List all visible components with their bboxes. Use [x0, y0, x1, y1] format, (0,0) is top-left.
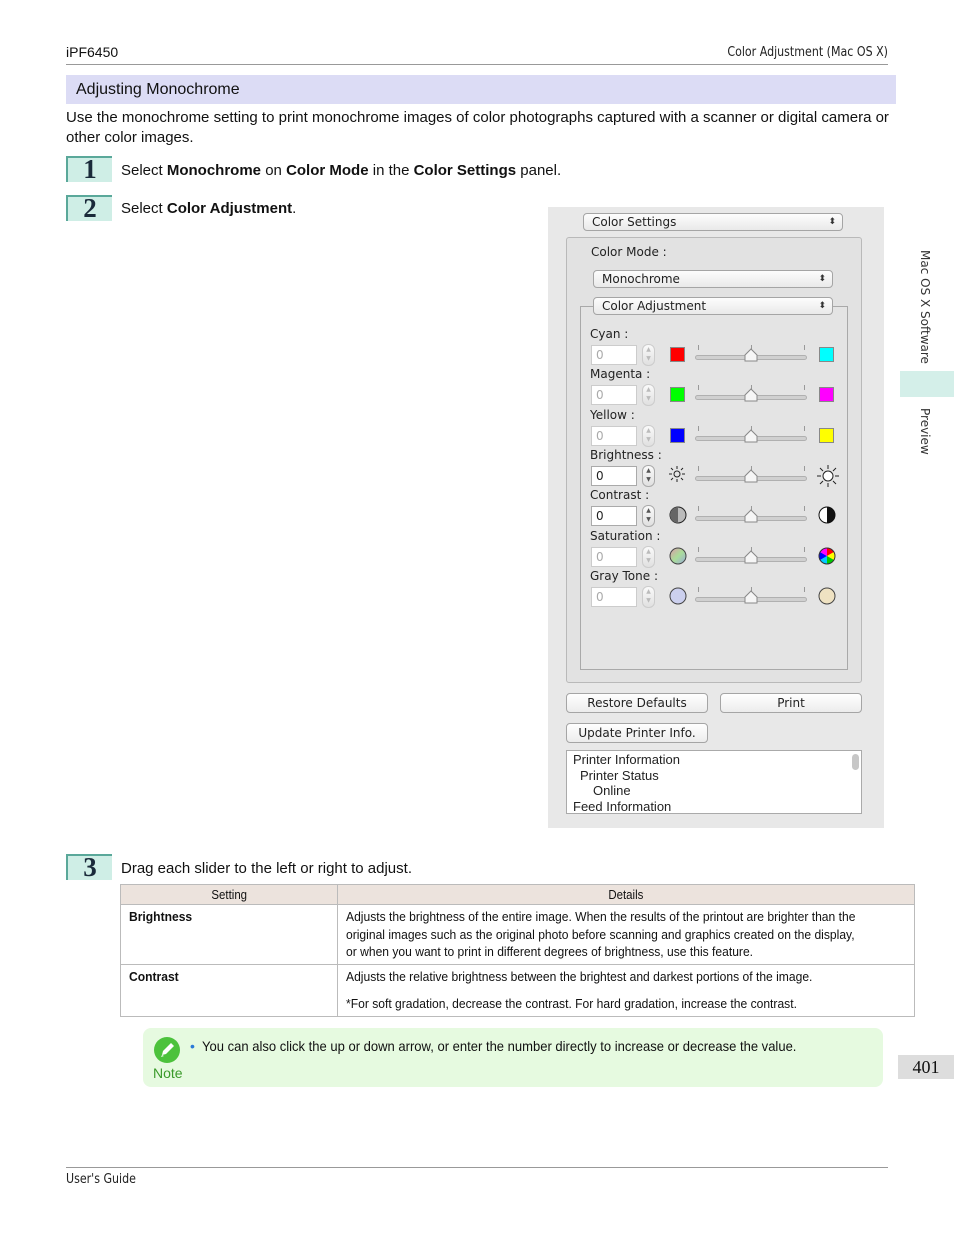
slider-label: Gray Tone : [590, 569, 658, 583]
slider-value-field[interactable]: 0 [591, 587, 637, 607]
slider-knob[interactable] [744, 348, 758, 362]
slider-knob[interactable] [744, 590, 758, 604]
slider-tick [698, 466, 699, 471]
slider-tick [698, 385, 699, 390]
value-stepper[interactable]: ▲ ▼ [642, 425, 655, 447]
section-name: Color Adjustment (Mac OS X) [727, 45, 888, 60]
slider-value-field[interactable]: 0 [591, 466, 637, 486]
slider-label: Yellow : [590, 408, 635, 422]
printer-info-list[interactable] [566, 750, 862, 814]
note-box [143, 1028, 883, 1087]
slider-knob[interactable] [744, 429, 758, 443]
sun-small-icon [668, 465, 686, 486]
value-stepper[interactable]: ▲ ▼ [642, 505, 655, 527]
slider-label: Brightness : [590, 448, 662, 462]
table-header-setting: Setting [121, 885, 338, 905]
contrast-high-icon [817, 505, 837, 528]
note-label: Note [153, 1065, 183, 1081]
footer-rule [66, 1167, 888, 1168]
slider-knob[interactable] [744, 388, 758, 402]
slider-value-field[interactable]: 0 [591, 345, 637, 365]
table-header-row [121, 885, 915, 905]
scrollbar-thumb[interactable] [852, 754, 859, 770]
sun-large-icon [817, 465, 839, 490]
slider-value-field[interactable]: 0 [591, 506, 637, 526]
table-row [121, 965, 915, 1017]
restore-defaults-button[interactable]: Restore Defaults [566, 693, 708, 713]
info-line: Printer Status [580, 767, 659, 783]
setting-cell: Brightness [121, 905, 338, 965]
slider-tick [804, 587, 805, 592]
slider-knob[interactable] [744, 469, 758, 483]
step-1-badge: 1 [66, 156, 112, 182]
slider-value-field[interactable]: 0 [591, 547, 637, 567]
step-3-text: Drag each slider to the left or right to adjust. [121, 860, 412, 877]
slider-tick [698, 587, 699, 592]
table-row [121, 905, 915, 965]
popup-arrows-icon: ⬍ [828, 217, 836, 227]
color-adjustment-popup[interactable]: Color Adjustment ⬍ [593, 297, 833, 315]
color-mode-label: Color Mode : [591, 245, 667, 259]
slider-label: Saturation : [590, 529, 661, 543]
side-tab-preview[interactable]: Preview [918, 408, 932, 455]
slider-label: Cyan : [590, 327, 629, 341]
intro-paragraph: Use the monochrome setting to print monochrome images of color photographs captured with a scanner or digital camera or other color images. [66, 109, 889, 146]
slider-tick [698, 345, 699, 350]
side-tab-mac-os-x-software[interactable]: Mac OS X Software [918, 250, 932, 364]
product-name: iPF6450 [66, 44, 119, 60]
step-1-text: Select Monochrome on Color Mode in the Color Settings panel. [121, 162, 562, 179]
popup-arrows-icon: ⬍ [818, 274, 826, 284]
color-mode-popup[interactable]: Monochrome ⬍ [593, 270, 833, 288]
details-cell: Adjusts the relative brightness between the brightest and darkest portions of the image. *For soft gradation, decrease the contrast. For hard gradation, increase the contrast. [338, 965, 915, 1017]
right-color-swatch [819, 428, 834, 443]
value-stepper[interactable]: ▲ ▼ [642, 586, 655, 608]
value-stepper[interactable]: ▲ ▼ [642, 384, 655, 406]
slider-tick [804, 345, 805, 350]
left-color-swatch [670, 347, 685, 362]
slider-knob[interactable] [744, 550, 758, 564]
note-text: You can also click the up or down arrow, or enter the number directly to increase or decrease the value. [202, 1038, 797, 1054]
table-header-details: Details [338, 885, 915, 905]
right-color-swatch [819, 387, 834, 402]
contrast-low-icon [668, 505, 688, 528]
info-line: Printer Information [573, 752, 680, 767]
print-button[interactable]: Print [720, 693, 862, 713]
slider-tick [804, 385, 805, 390]
header-rule [66, 64, 888, 65]
slider-tick [804, 506, 805, 511]
section-title-bar [66, 75, 896, 104]
slider-value-field[interactable]: 0 [591, 385, 637, 405]
info-line: Online [593, 783, 631, 798]
slider-tick [698, 426, 699, 431]
left-color-swatch [670, 428, 685, 443]
right-color-swatch [819, 347, 834, 362]
warm-tone-icon [817, 586, 837, 609]
footer-text: User's Guide [66, 1172, 136, 1187]
settings-table [120, 884, 915, 1017]
update-printer-info-button[interactable]: Update Printer Info. [566, 723, 708, 743]
bullet-icon: • [190, 1038, 195, 1054]
slider-label: Magenta : [590, 367, 651, 381]
color-settings-panel [548, 207, 884, 828]
info-line: Feed Information [573, 798, 672, 814]
slider-tick [698, 506, 699, 511]
slider-tick [698, 547, 699, 552]
side-tab-active-marker [900, 371, 954, 397]
cool-tone-icon [668, 586, 688, 609]
color-settings-popup[interactable]: Color Settings ⬍ [583, 213, 843, 231]
saturation-high-icon [817, 546, 837, 569]
left-color-swatch [670, 387, 685, 402]
pencil-note-icon [154, 1037, 180, 1063]
details-cell: Adjusts the brightness of the entire image. When the results of the printout are brighter than the original images such as the original photo before scanning and graphics created on the display, or when you want to print in different degrees of brightness, use this feature. [338, 905, 915, 965]
step-2-badge: 2 [66, 195, 112, 221]
page-number: 401 [898, 1055, 954, 1079]
section-title: Adjusting Monochrome [76, 81, 240, 98]
value-stepper[interactable]: ▲ ▼ [642, 546, 655, 568]
slider-tick [804, 547, 805, 552]
value-stepper[interactable]: ▲ ▼ [642, 344, 655, 366]
slider-tick [804, 466, 805, 471]
slider-value-field[interactable]: 0 [591, 426, 637, 446]
step-3-badge: 3 [66, 854, 112, 880]
value-stepper[interactable]: ▲ ▼ [642, 465, 655, 487]
setting-cell: Contrast [121, 965, 338, 1017]
popup-arrows-icon: ⬍ [818, 301, 826, 311]
step-2-text: Select Color Adjustment. [121, 200, 297, 217]
slider-label: Contrast : [590, 488, 650, 502]
saturation-low-icon [668, 546, 688, 569]
slider-tick [804, 426, 805, 431]
slider-knob[interactable] [744, 509, 758, 523]
